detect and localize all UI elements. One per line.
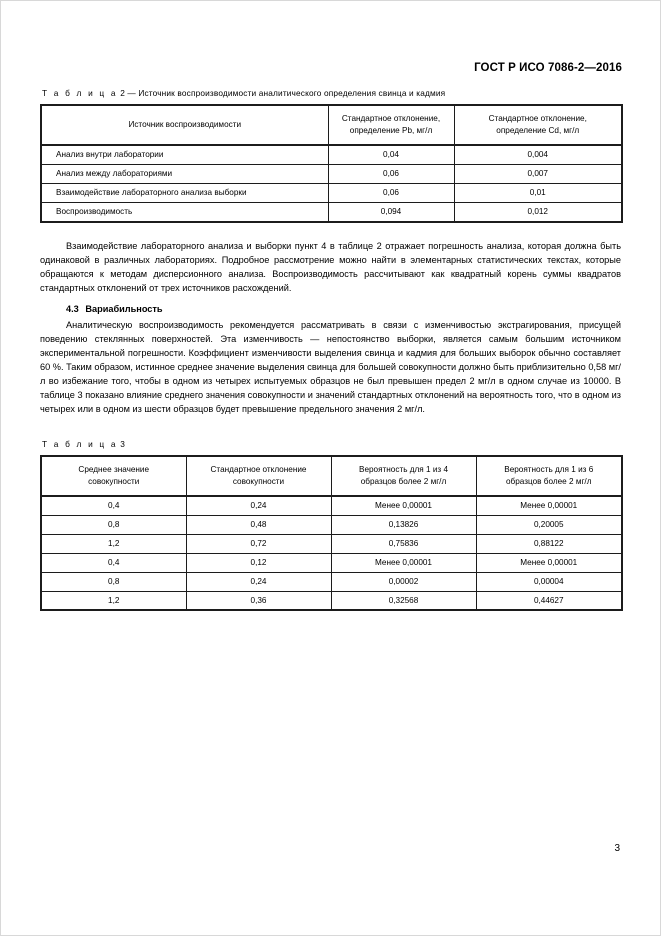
- table-2-head: [41, 105, 622, 145]
- table-3-cell-sd: 0,24: [186, 572, 331, 591]
- table-row: [41, 164, 622, 183]
- table-2-caption-prefix: Т а б л и ц а: [42, 88, 118, 98]
- table-3-cell-p4: Менее 0,00001: [331, 496, 476, 515]
- table-2-cell-source: Взаимодействие лабораторного анализа выборки: [41, 183, 328, 202]
- table-3-cell-mean: 0,8: [41, 572, 186, 591]
- table-2-header-source: [41, 105, 328, 145]
- table-3-cell-sd: 0,48: [186, 515, 331, 534]
- table-3-cell-p6: Менее 0,00001: [476, 496, 622, 515]
- table-3-cell-sd: 0,36: [186, 591, 331, 610]
- table-3-header-sd-line2: совокупности: [232, 476, 285, 486]
- table-3-header-p4-line1: Вероятность для 1 из 4: [358, 464, 448, 474]
- table-3-cell-p6: Менее 0,00001: [476, 553, 622, 572]
- table-3-cell-p4: Менее 0,00001: [331, 553, 476, 572]
- table-2-header-cd-line2: определение Cd, мг/л: [496, 126, 580, 135]
- page-content: [40, 88, 621, 611]
- table-2-cell-source: Анализ между лабораториями: [41, 164, 328, 183]
- table-row: [41, 145, 622, 164]
- section-title: Вариабильность: [85, 303, 163, 314]
- table-2-header-pb-line1: Стандартное отклонение,: [341, 114, 441, 124]
- table-row: [41, 572, 622, 591]
- table-3-header-row: [41, 456, 622, 496]
- table-3-cell-sd: 0,72: [186, 534, 331, 553]
- table-3-header-p6-line1: Вероятность для 1 из 6: [504, 464, 594, 474]
- table-row: [41, 515, 622, 534]
- table-2-cell-cd: 0,01: [454, 183, 622, 202]
- table-3-cell-p6: 0,20005: [476, 515, 622, 534]
- table-3-caption: [42, 439, 621, 449]
- table-2-header-cd-line1: Стандартное отклонение,: [488, 114, 587, 124]
- section-heading-4-3: [40, 304, 621, 314]
- table-3-header-sd-line1: Стандартное отклонение: [210, 464, 307, 474]
- table-3-header-mean: [41, 456, 186, 496]
- table-2-cell-cd: 0,012: [454, 202, 622, 221]
- table-3-head: [41, 456, 622, 496]
- table-2-caption-text: Источник воспроизводимости аналитического определения свинца и кадмия: [138, 88, 446, 98]
- table-3-cell-p6: 0,44627: [476, 591, 622, 610]
- table-3-cell-mean: 0,4: [41, 496, 186, 515]
- table-2-cell-cd: 0,004: [454, 145, 622, 164]
- table-3-caption-number: 3: [120, 438, 125, 449]
- paragraph-2: Аналитическую воспроизводимость рекомендуется рассматривать в связи с изменчивостью экстрагирования, присущей поведению стеклянных поверхностей. Эта изменчивость — непостоянство выборки, является самым большим источником экспериментальной погрешности. Коэффициент изменчивости выделения свинца и кадмия для больших выборок обычно составляет 60 %. Таким образом, истинное среднее значение выделения свинца для большей совокупности должно быть приблизительно 0,58 мг/л во избежание того, чтобы в одном из четырех испытуемых образцов не был превышен предел 2 мг/л в одном случае из 10000. В таблице 3 показано влияние среднего значения совокупности и значений стандартных отклонений на вероятность того, что в одном из четырех или в одном из шести образцов будет превышение предельного значения 2 мг/л.: [40, 319, 621, 414]
- table-3-header-p6: [476, 456, 622, 496]
- table-2: [40, 104, 623, 223]
- table-2-header-row: [41, 105, 622, 145]
- body-text-block-1: [40, 240, 621, 296]
- table-2-header-pb-line2: определение Pb, мг/л: [349, 126, 433, 135]
- table-3-header-p4: [331, 456, 476, 496]
- spacer: [40, 417, 621, 439]
- section-number: 4.3: [66, 303, 79, 314]
- table-row: [41, 591, 622, 610]
- table-2-cell-cd: 0,007: [454, 164, 622, 183]
- table-2-cell-pb: 0,04: [328, 145, 454, 164]
- table-2-cell-pb: 0,06: [328, 164, 454, 183]
- table-2-cell-source: Анализ внутри лаборатории: [41, 145, 328, 164]
- table-3-cell-p6: 0,00004: [476, 572, 622, 591]
- table-3-cell-p4: 0,00002: [331, 572, 476, 591]
- paragraph-1: Взаимодействие лабораторного анализа и выборки пункт 4 в таблице 2 отражает погрешность анализа, которая должна быть одинаковой в различных лабораториях. Подробное рассмотрение можно найти в элементарных статистических текстах, которые обращаются к методам дисперсионного анализа. Воспроизводимость рассчитывают как квадратный корень суммы квадратов стандартных отклонений от трех источников расхождений.: [40, 240, 621, 293]
- table-row: [41, 534, 622, 553]
- table-3-cell-sd: 0,24: [186, 496, 331, 515]
- table-3-cell-p6: 0,88122: [476, 534, 622, 553]
- table-2-cell-pb: 0,06: [328, 183, 454, 202]
- table-3-cell-mean: 1,2: [41, 534, 186, 553]
- table-3-cell-mean: 0,4: [41, 553, 186, 572]
- table-3-body: [41, 496, 622, 611]
- table-3-cell-p4: 0,13826: [331, 515, 476, 534]
- table-3-cell-mean: 1,2: [41, 591, 186, 610]
- table-3-cell-mean: 0,8: [41, 515, 186, 534]
- table-3: [40, 455, 623, 612]
- page-number: 3: [614, 843, 620, 854]
- table-row: [41, 183, 622, 202]
- table-3-header-sd: [186, 456, 331, 496]
- table-row: [41, 496, 622, 515]
- table-2-caption-dash: —: [127, 88, 136, 98]
- table-2-cell-pb: 0,094: [328, 202, 454, 221]
- table-2-cell-source: Воспроизводимость: [41, 202, 328, 221]
- table-2-header-cd: [454, 105, 622, 145]
- table-3-cell-p4: 0,32568: [331, 591, 476, 610]
- table-2-header-pb: [328, 105, 454, 145]
- table-3-header-p4-line2: образцов более 2 мг/л: [360, 476, 447, 486]
- table-3-header-mean-line2: совокупности: [88, 476, 140, 486]
- table-2-caption-number: 2: [120, 88, 125, 98]
- table-3-cell-p4: 0,75836: [331, 534, 476, 553]
- table-3-header-mean-line1: Среднее значение: [78, 464, 150, 474]
- table-3-cell-sd: 0,12: [186, 553, 331, 572]
- table-row: [41, 202, 622, 221]
- table-row: [41, 553, 622, 572]
- table-3-header-p6-line2: образцов более 2 мг/л: [505, 476, 592, 486]
- table-2-body: [41, 145, 622, 222]
- table-3-caption-prefix: Т а б л и ц а: [42, 438, 118, 449]
- table-2-caption: [42, 88, 621, 98]
- table-2-header-source-text: Источник воспроизводимости: [128, 120, 242, 130]
- document-standard-header: ГОСТ Р ИСО 7086-2—2016: [474, 62, 622, 74]
